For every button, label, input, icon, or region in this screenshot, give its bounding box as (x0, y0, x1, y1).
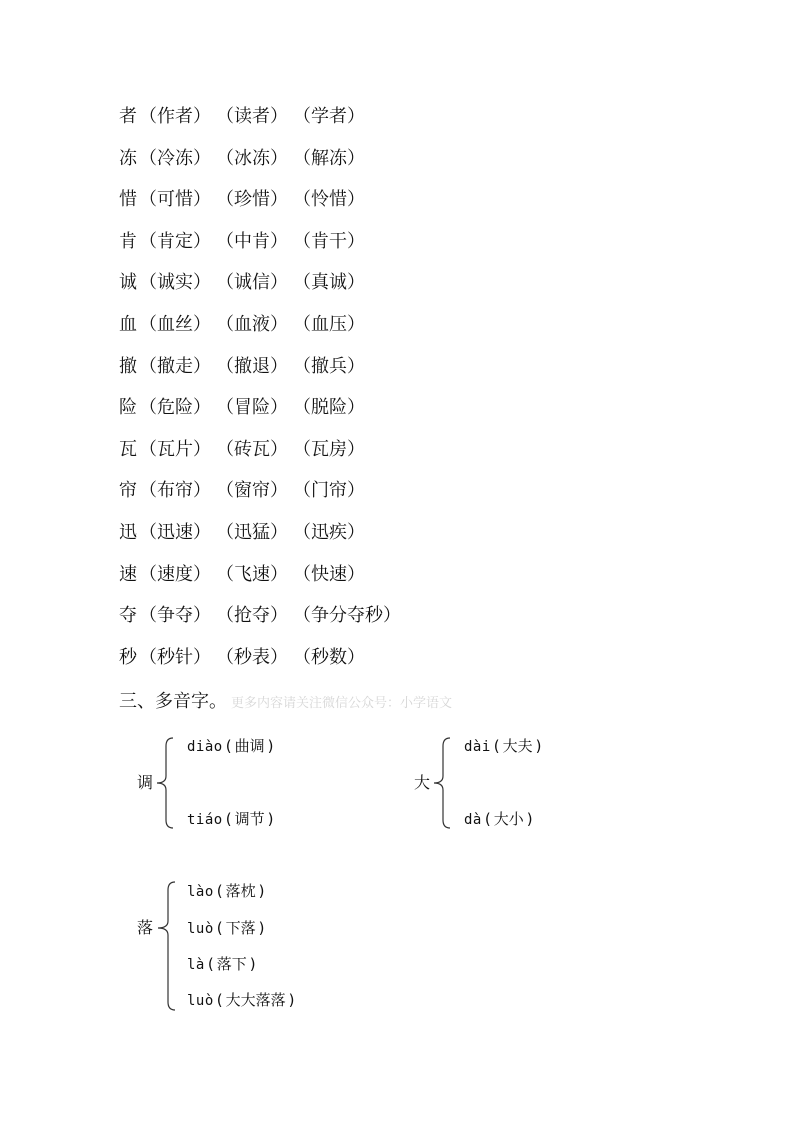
polyphone-reading: tiáo ( 调节 ) (187, 810, 274, 828)
word-group: （快速） (293, 563, 365, 585)
word-group: （珍惜） (216, 189, 288, 211)
word-group: （撤兵） (293, 355, 365, 377)
pinyin: dà (464, 812, 482, 828)
word-group: （门帘） (293, 480, 365, 502)
pinyin: luò (187, 921, 214, 937)
head-character: 迅 (119, 521, 137, 543)
word-group: （瓦片） (139, 438, 211, 460)
word-group: （争分夺秒） (293, 605, 401, 627)
head-character: 瓦 (119, 438, 137, 460)
word-group: （肯干） (293, 230, 365, 252)
word-group: （争夺） (139, 605, 211, 627)
word-row (119, 520, 401, 562)
polyphone-reading: luò ( 下落 ) (187, 919, 265, 937)
head-character: 撤 (119, 355, 137, 377)
watermark-note: 更多内容请关注微信公众号：小学语文 (231, 696, 453, 711)
polyphone-reading: dà ( 大小 ) (464, 810, 533, 828)
reading-word: 落枕 (225, 882, 256, 900)
pinyin: lào (187, 884, 214, 900)
polyphone-char: 调 (137, 773, 154, 792)
word-group: （学者） (293, 106, 365, 127)
word-group: （危险） (139, 397, 211, 419)
word-group: （瓦房） (293, 438, 365, 460)
reading-word: 大大落落 (225, 991, 286, 1009)
word-group: （血液） (216, 313, 288, 335)
head-character: 险 (119, 397, 137, 419)
word-group: （秒表） (216, 646, 288, 668)
pinyin: là (187, 957, 205, 973)
word-group: （冷冻） (139, 147, 211, 169)
word-group: （读者） (216, 106, 288, 127)
pinyin: tiáo (187, 812, 223, 828)
polyphone-reading: diào ( 曲调 ) (187, 737, 274, 755)
word-group: （肯定） (139, 230, 211, 252)
word-row (119, 270, 401, 312)
polyphone-reading: lào ( 落枕 ) (187, 882, 265, 900)
word-group: （迅猛） (216, 521, 288, 543)
reading-word: 大夫 (502, 737, 533, 755)
head-character: 夺 (119, 605, 137, 627)
head-character: 血 (119, 313, 137, 335)
word-row (119, 312, 401, 354)
word-row (119, 437, 401, 479)
word-group: （窗帘） (216, 480, 288, 502)
word-group: （秒针） (139, 646, 211, 668)
word-group: （冒险） (216, 397, 288, 419)
word-row (119, 354, 401, 396)
word-group: （诚实） (139, 272, 211, 294)
polyphone-char: 落 (137, 918, 154, 937)
word-group: （飞速） (216, 563, 288, 585)
reading-word: 下落 (225, 919, 256, 937)
word-group: （怜惜） (293, 189, 365, 211)
word-group: （抢夺） (216, 605, 288, 627)
section-title: 三、多音字。 (119, 691, 227, 712)
word-group: （迅速） (139, 521, 211, 543)
polyphone-char: 大 (414, 773, 431, 792)
word-group: （真诚） (293, 272, 365, 294)
word-row (119, 395, 401, 437)
word-group: （冰冻） (216, 147, 288, 169)
head-character: 冻 (119, 147, 137, 169)
word-group: （速度） (139, 563, 211, 585)
polyphone-reading: dài ( 大夫 ) (464, 737, 542, 755)
reading-word: 调节 (234, 810, 265, 828)
word-row (119, 104, 401, 146)
head-character: 诚 (119, 272, 137, 294)
polyphone-reading: là ( 落下 ) (187, 955, 256, 973)
word-group-list (119, 104, 401, 686)
word-row (119, 229, 401, 271)
pinyin: luò (187, 993, 214, 1009)
word-group: （撤走） (139, 355, 211, 377)
head-character: 肯 (119, 230, 137, 252)
word-group: （布帘） (139, 480, 211, 502)
word-row (119, 645, 401, 687)
word-group: （血压） (293, 313, 365, 335)
word-group: （作者） (139, 106, 211, 127)
word-group: （脱险） (293, 397, 365, 419)
head-character: 者 (119, 106, 137, 127)
head-character: 秒 (119, 646, 137, 668)
section-heading (119, 689, 452, 717)
polyphone-reading: luò ( 大大落落 ) (187, 991, 295, 1009)
brace-icon (432, 732, 452, 828)
reading-word: 落下 (216, 955, 247, 973)
brace-icon (155, 732, 175, 828)
head-character: 惜 (119, 189, 137, 211)
word-group: （可惜） (139, 189, 211, 211)
word-row (119, 603, 401, 645)
word-group: （砖瓦） (216, 438, 288, 460)
pinyin: dài (464, 739, 491, 755)
word-group: （诚信） (216, 272, 288, 294)
word-row (119, 478, 401, 520)
reading-word: 大小 (493, 810, 524, 828)
word-row (119, 146, 401, 188)
word-row (119, 562, 401, 604)
word-group: （解冻） (293, 147, 365, 169)
word-group: （迅疾） (293, 521, 365, 543)
brace-icon (155, 876, 177, 1012)
word-group: （中肯） (216, 230, 288, 252)
reading-word: 曲调 (234, 737, 265, 755)
head-character: 速 (119, 563, 137, 585)
head-character: 帘 (119, 480, 137, 502)
word-group: （血丝） (139, 313, 211, 335)
word-row (119, 187, 401, 229)
word-group: （秒数） (293, 646, 365, 668)
word-group: （撤退） (216, 355, 288, 377)
pinyin: diào (187, 739, 223, 755)
